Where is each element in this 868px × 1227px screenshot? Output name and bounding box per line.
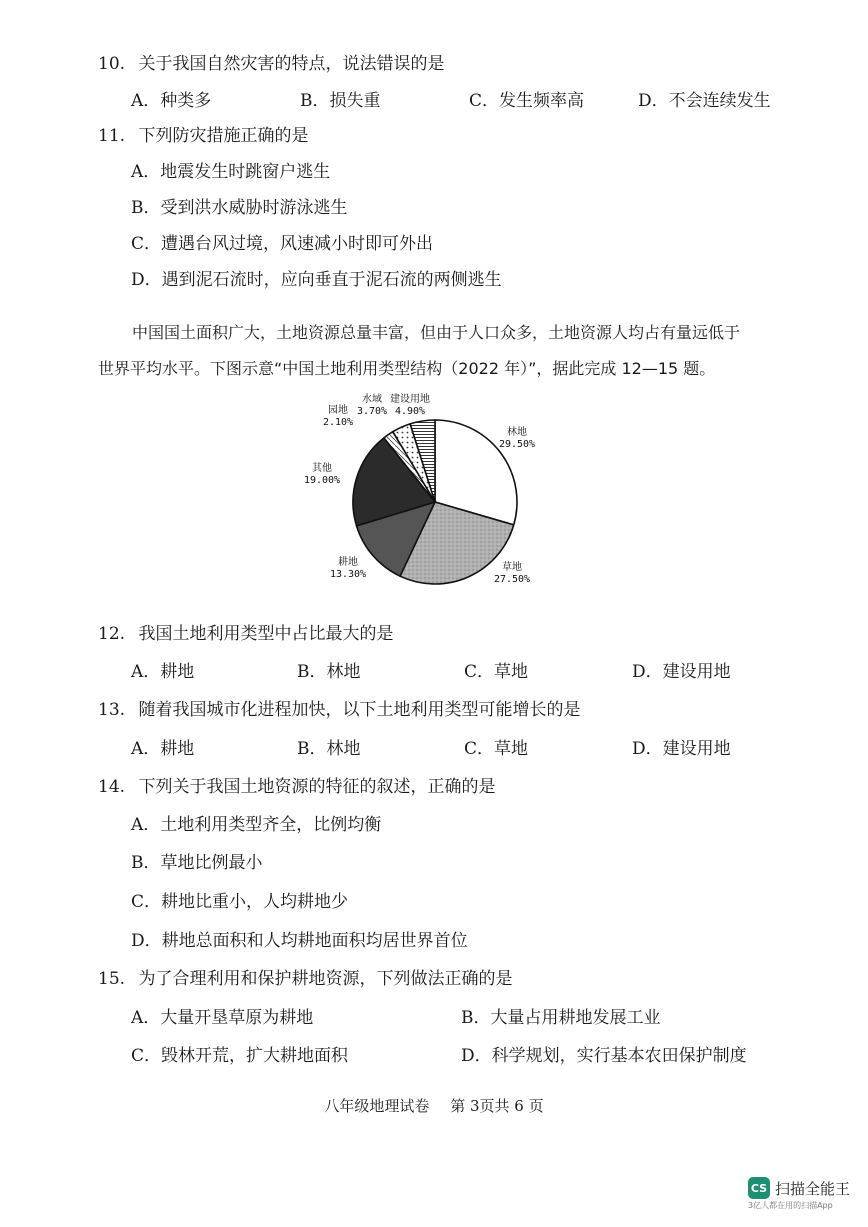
option: D．科学规划，实行基本农田保护制度 <box>461 1046 747 1066</box>
scanner-tagline: 3亿人都在用的扫描App <box>748 1201 833 1210</box>
question-stem: 下列防灾措施正确的是 <box>138 126 309 146</box>
footer-page-number: 第 3页共 6 页 <box>450 1097 544 1115</box>
pie-label-value: 19.00% <box>303 475 341 486</box>
page-footer <box>0 1095 868 1117</box>
option: D．耕地总面积和人均耕地面积均居世界首位 <box>131 931 468 951</box>
question-stem: 为了合理利用和保护耕地资源，下列做法正确的是 <box>138 969 513 989</box>
scanner-watermark <box>748 1177 850 1199</box>
question-number: 11. <box>98 126 126 146</box>
question-stem: 我国土地利用类型中占比最大的是 <box>138 624 394 644</box>
question-number: 12. <box>98 624 126 644</box>
question-stem: 下列关于我国土地资源的特征的叙述，正确的是 <box>138 777 496 797</box>
pie-label-name: 耕地 <box>338 557 358 568</box>
option: D．建设用地 <box>632 662 731 682</box>
camscanner-icon: CS <box>748 1177 770 1199</box>
option: D．遇到泥石流时，应向垂直于泥石流的两侧逃生 <box>131 270 502 290</box>
pie-label-value: 3.70% <box>356 406 388 417</box>
question-12 <box>98 622 393 646</box>
question-15 <box>98 967 512 991</box>
pie-label-value: 13.30% <box>329 569 367 580</box>
option: C．遭遇台风过境，风速减小时即可外出 <box>131 234 434 254</box>
question-11 <box>98 124 308 148</box>
option: B．受到洪水威胁时游泳逃生 <box>131 198 348 218</box>
question-number: 13. <box>98 700 126 720</box>
question-14 <box>98 775 495 799</box>
option: A．大量开垦草原为耕地 <box>131 1008 314 1028</box>
question-number: 10. <box>98 54 126 74</box>
option: D．不会连续发生 <box>638 91 771 111</box>
option: A．耕地 <box>131 662 195 682</box>
question-number: 14. <box>98 777 126 797</box>
question-10 <box>98 52 444 76</box>
option: D．建设用地 <box>632 739 731 759</box>
option: A．土地利用类型齐全，比例均衡 <box>131 815 382 835</box>
option: B．林地 <box>297 739 361 759</box>
option: C．草地 <box>464 662 529 682</box>
pie-label-value: 29.50% <box>498 439 536 450</box>
passage-line: 世界平均水平。下图示意“中国土地利用类型结构（2022 年）”，据此完成 12—15 题。 <box>98 359 716 378</box>
pie-label-name: 草地 <box>502 562 522 573</box>
pie-label-name: 其他 <box>312 463 332 474</box>
pie-label-name: 建设用地 <box>390 394 430 405</box>
pie-label-name: 园地 <box>328 405 348 416</box>
option: C．发生频率高 <box>469 91 585 111</box>
option: B．大量占用耕地发展工业 <box>461 1008 661 1028</box>
footer-subject: 八年级地理试卷 <box>324 1097 430 1115</box>
pie-label-name: 林地 <box>507 427 527 438</box>
pie-label-value: 27.50% <box>493 574 531 585</box>
question-number: 15. <box>98 969 126 989</box>
question-13 <box>98 698 580 722</box>
pie-label-value: 2.10% <box>322 417 354 428</box>
option: C．毁林开荒，扩大耕地面积 <box>131 1046 349 1066</box>
option: B．草地比例最小 <box>131 853 263 873</box>
option: B．林地 <box>297 662 361 682</box>
question-stem: 关于我国自然灾害的特点，说法错误的是 <box>138 54 445 74</box>
option: C．耕地比重小，人均耕地少 <box>131 892 349 912</box>
scanner-name: 扫描全能王 <box>775 1179 851 1198</box>
option: A．耕地 <box>131 739 195 759</box>
option: B．损失重 <box>300 91 381 111</box>
option: A．种类多 <box>131 91 212 111</box>
option: A．地震发生时跳窗户逃生 <box>131 162 331 182</box>
option: C．草地 <box>464 739 529 759</box>
pie-label-value: 4.90% <box>394 406 426 417</box>
pie-label-name: 水域 <box>362 394 382 405</box>
question-stem: 随着我国城市化进程加快，以下土地利用类型可能增长的是 <box>138 700 581 720</box>
passage-line: 中国国土面积广大，土地资源总量丰富，但由于人口众多，土地资源人均占有量远低于 <box>132 323 741 342</box>
land-use-pie-chart <box>300 385 540 595</box>
